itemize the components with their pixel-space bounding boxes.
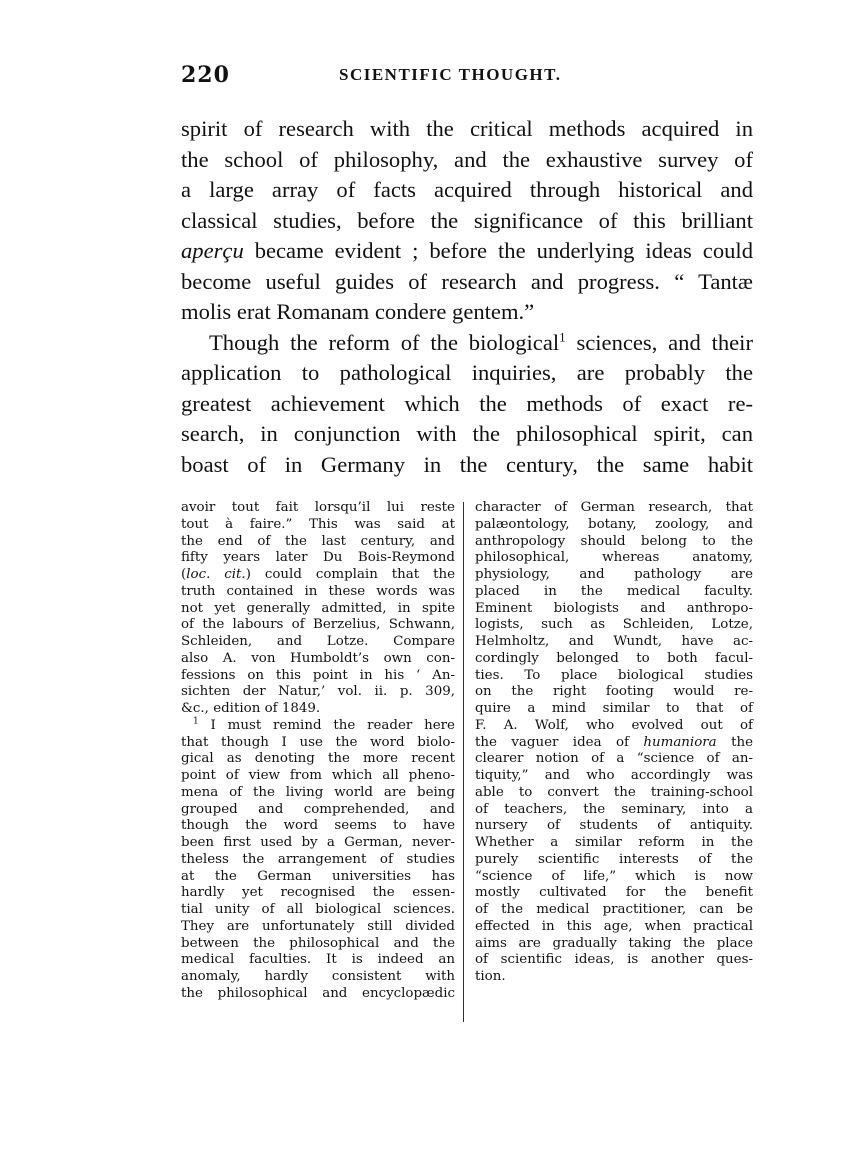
main-line: boast of in Germany in the century, the same habit [181, 451, 753, 477]
footnote-line: Eminent biologists and anthropo- [475, 600, 753, 616]
footnote-line: physiology, and pathology are [475, 567, 753, 582]
footnote-column-right [475, 500, 753, 986]
footnote-line: truth contained in these words was [181, 583, 455, 599]
footnote-text: I must remind the reader here [210, 717, 455, 733]
footnote-line: tiquity,” and who accordingly was [475, 768, 753, 783]
footnote-text: the [716, 734, 753, 750]
main-text [181, 114, 753, 480]
italic-word: humaniora [643, 734, 717, 750]
footnote-line: also A. von Humboldt’s own con- [181, 650, 455, 666]
main-line: application to pathological inquiries, are probably the [181, 360, 753, 385]
main-line: classical studies, before the significance of this brilliant [181, 207, 753, 233]
footnote-line: of the medical practitioner, can be [475, 902, 753, 917]
footnote-line: &c., edition of 1849. [181, 701, 321, 716]
footnote-line: though the word seems to have [181, 818, 455, 834]
footnote-line: the philosophical and encyclopædic [181, 985, 455, 1001]
footnote-line: mena of the living world are being [181, 784, 455, 800]
footnote-line: cordingly belonged to both facul- [475, 650, 753, 666]
main-line: a large array of facts acquired through historical and [181, 177, 753, 202]
footnote-line: point of view from which all pheno- [181, 768, 455, 783]
main-line: greatest achievement which the methods of exact re- [181, 390, 753, 416]
footnote-line: anthropology should belong to the [475, 533, 753, 549]
footnote-line: aims are gradually taking the place [475, 935, 753, 951]
footnote-line: fessions on this point in his ‘ An- [181, 667, 455, 683]
footnote-line: medical faculties. It is indeed an [181, 952, 455, 968]
footnote-line: anomaly, hardly consistent with [181, 969, 455, 984]
footnote-line: Schleiden, and Lotze. Compare [181, 634, 455, 649]
main-line: become useful guides of research and progress. “ Tantæ [181, 268, 753, 294]
footnote-line [181, 567, 455, 584]
main-line [181, 328, 753, 359]
footnote-line: tout à faire.” This was said at [181, 516, 455, 532]
footnote-line: that though I use the word biolo- [181, 734, 455, 750]
page-number: 220 [181, 62, 230, 88]
footnote-line: quire a mind similar to that of [475, 701, 753, 716]
footnote-text: ) could complain that the [245, 567, 456, 582]
footnote-line: between the philosophical and the [181, 935, 455, 951]
footnote-line: Helmholtz, and Wundt, have ac- [475, 634, 753, 649]
footnote-line: the end of the last century, and [181, 533, 455, 549]
footnote-line: F. A. Wolf, who evolved out of [475, 717, 753, 733]
page-header [181, 62, 753, 92]
footnote-line: grouped and comprehended, and [181, 801, 455, 817]
footnote-line: “science of life,” which is now [475, 868, 753, 884]
footnote-line: placed in the medical faculty. [475, 583, 753, 599]
footnote-line: sichten der Natur,’ vol. ii. p. 309, [181, 684, 455, 700]
footnote-line: tion. [475, 969, 506, 984]
footnotes [181, 500, 753, 1030]
footnote-line: nursery of students of antiquity. [475, 818, 753, 834]
footnote-line: of the labours of Berzelius, Schwann, [181, 617, 455, 633]
footnote-line: of teachers, the seminary, into a [475, 801, 753, 817]
footnote-line: theless the arrangement of studies [181, 851, 455, 867]
footnote-line: tial unity of all biological sciences. [181, 902, 455, 917]
main-line [181, 236, 753, 267]
footnote-line: gical as denoting the more recent [181, 751, 455, 767]
main-line: spirit of research with the critical methods acquired in [181, 116, 753, 141]
footnote-column-left [181, 500, 455, 1003]
italic-citation: loc. cit. [186, 567, 246, 582]
column-divider [463, 502, 464, 1022]
footnote-line: of scientific ideas, is another ques- [475, 952, 753, 968]
footnote-line: character of German research, that [475, 500, 753, 515]
footnote-text: the vaguer idea of [475, 734, 644, 750]
footnote-line [475, 735, 753, 752]
footnote-line: purely scientific interests of the [475, 851, 753, 867]
footnote-line: able to convert the training-school [475, 784, 753, 800]
footnote-text: ( [181, 567, 187, 582]
main-line: the school of philosophy, and the exhaustive survey of [181, 146, 753, 172]
footnote-line: fifty years later Du Bois-Reymond [181, 550, 455, 566]
footnote-line: Whether a similar reform in the [475, 835, 753, 850]
footnote-line: at the German universities has [181, 868, 455, 884]
main-line-rest: sciences, and their [565, 329, 753, 355]
main-line: search, in conjunction with the philosophical spirit, can [181, 421, 753, 446]
footnote-line: mostly cultivated for the benefit [475, 885, 753, 901]
footnote-reference: 1 [559, 328, 566, 344]
footnote-line: hardly yet recognised the essen- [181, 885, 455, 901]
footnote-line: They are unfortunately still divided [181, 918, 455, 934]
footnote-line: logists, such as Schleiden, Lotze, [475, 617, 753, 633]
footnote-line: on the right footing would re- [475, 684, 753, 700]
main-line-rest: became evident ; before the underlying ideas could [243, 238, 753, 263]
italic-word: aperçu [181, 238, 244, 263]
running-head: SCIENTIFIC THOUGHT. [339, 65, 562, 84]
footnote-line: avoir tout fait lorsqu’il lui reste [181, 500, 455, 515]
footnote-line: philosophical, whereas anatomy, [475, 550, 753, 566]
footnote-line: been first used by a German, never- [181, 835, 455, 850]
footnote-line: clearer notion of a “science of an- [475, 751, 753, 767]
main-line-start: Though the reform of the biological [209, 329, 560, 355]
footnote-line [181, 718, 455, 735]
footnote-line: palæontology, botany, zoology, and [475, 516, 753, 532]
footnote-line: effected in this age, when practical [475, 918, 753, 934]
footnote-line: not yet generally admitted, in spite [181, 600, 455, 616]
footnote-marker: 1 [193, 716, 199, 727]
footnote-line: ties. To place biological studies [475, 667, 753, 683]
main-line: molis erat Romanam condere gentem.” [181, 299, 535, 324]
